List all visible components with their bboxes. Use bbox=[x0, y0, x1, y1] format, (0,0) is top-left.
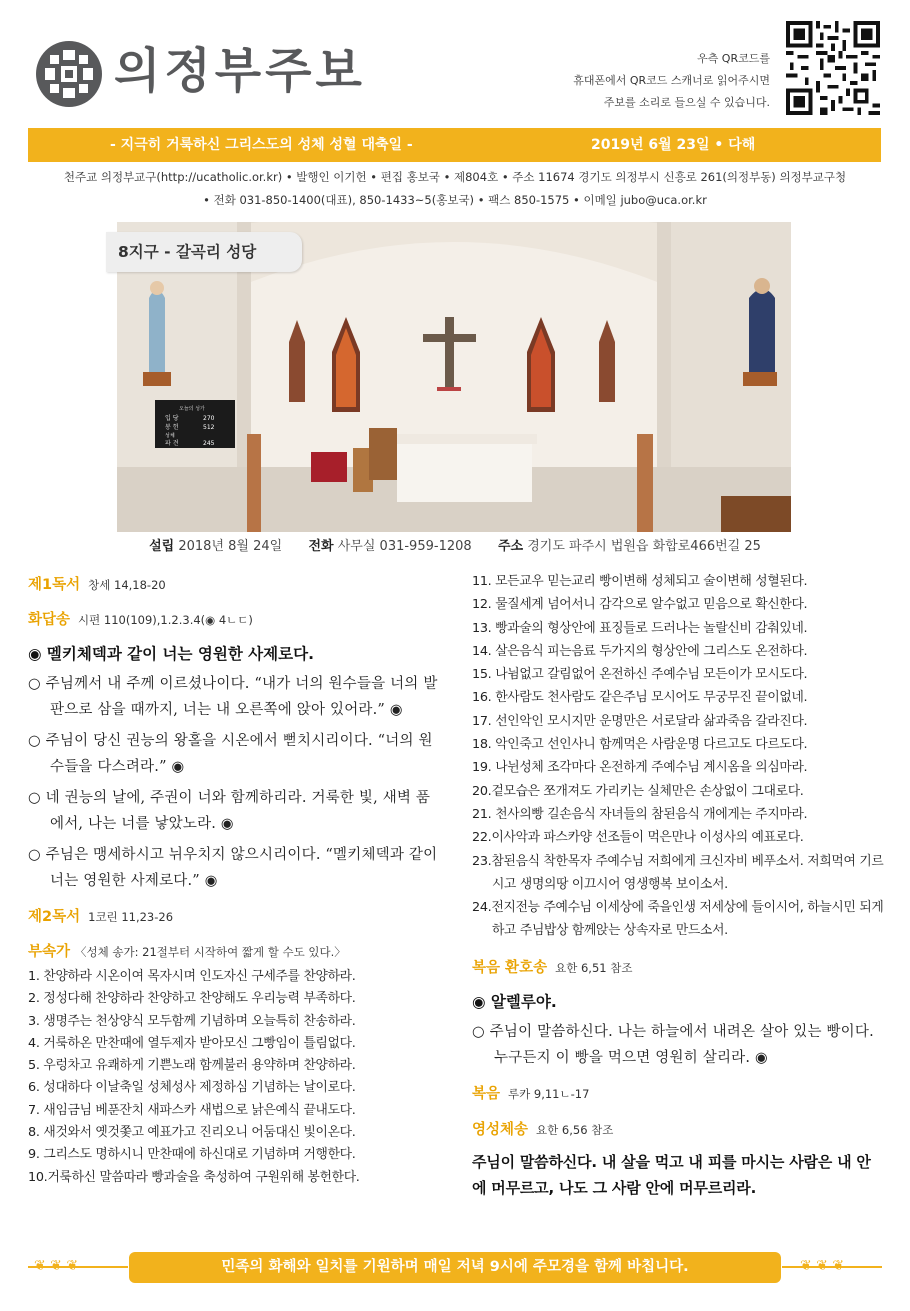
feast-date: 2019년 6월 23일 • 다해 bbox=[591, 137, 756, 153]
diocese-logo-icon bbox=[36, 41, 102, 107]
list-item: 23.참된음식 착한목자 주예수님 저희에게 크신자비 베푸소서. 저희먹여 기르시고 생명의땅 이끄시어 영생행복 보이소서. bbox=[472, 853, 884, 892]
communion-heading bbox=[472, 1115, 884, 1145]
footer-banner: 민족의 화해와 일치를 기원하며 매일 저녁 9시에 주모경을 함께 바칩니다. bbox=[129, 1252, 781, 1283]
qr-note-line: 우측 QR코드를 bbox=[697, 52, 770, 65]
hymn-board-row: 봉 헌 bbox=[165, 424, 179, 431]
communion-antiphon: 주님이 말씀하신다. 내 살을 먹고 내 피를 마시는 사람은 내 안에 머무르고, 나도 그 사람 안에 머무르리라. bbox=[472, 1152, 871, 1197]
hymn-board-row: 파 견 bbox=[165, 440, 179, 447]
contact-info: • 전화 031-850-1400(대표), 850-1433~5(홍보국) • 팩스 850-1575 • 이메일 jubo@uca.or.kr bbox=[203, 193, 707, 207]
hymn-board-row: 성체 bbox=[165, 433, 175, 439]
gospel-acclamation-title: 복음 환호송 bbox=[472, 959, 548, 976]
list-item: 19. 나뉜성체 조각마다 온전하게 주예수님 계시옴을 의심마라. bbox=[472, 760, 808, 776]
psalm-verse: ○ 주님께서 내 주께 이르셨나이다. “내가 너의 원수들을 너의 발판으로 삼을 때까지, 너는 내 오른쪽에 앉아 있어라.” ◉ bbox=[28, 676, 438, 718]
list-item: 20.겉모습은 쪼개져도 가리키는 실체만은 손상없이 그대로다. bbox=[472, 783, 804, 799]
list-item: 1. 찬양하라 시온이여 목자시며 인도자신 구세주를 찬양하라. bbox=[28, 969, 356, 984]
list-item: 9. 그리스도 명하시니 만찬때에 하신대로 기념하며 거행한다. bbox=[28, 1147, 356, 1163]
psalm-verse: ○ 네 권능의 날에, 주권이 너와 함께하리라. 거룩한 빛, 새벽 품에서, 나는 너를 낳았노라. ◉ bbox=[28, 790, 431, 832]
hymn-board-title: 오늘의 성가 bbox=[179, 406, 205, 412]
phone-label: 전화 bbox=[308, 539, 334, 554]
gospel-ref: 루카 9,11ㄴ-17 bbox=[508, 1086, 590, 1101]
communion-title: 영성체송 bbox=[472, 1121, 529, 1138]
list-item: 17. 선인악인 모시지만 운명만은 서로달라 삶과죽음 갈라진다. bbox=[472, 713, 808, 729]
phone-number: 사무실 031-959-1208 bbox=[337, 539, 472, 554]
reading2-ref: 1코린 11,23-26 bbox=[88, 910, 174, 924]
leaf-ornament-icon: ❦ ❦ ❦ bbox=[34, 1258, 79, 1274]
gospel-title: 복음 bbox=[472, 1085, 501, 1102]
hymn-board-number: 270 bbox=[203, 415, 215, 422]
hymn-board-number: 245 bbox=[203, 440, 215, 447]
gospel-acclamation-ref: 요한 6,51 참조 bbox=[555, 960, 633, 975]
list-item: 14. 살은음식 피는음료 두가지의 형상안에 그리스도 온전하다. bbox=[472, 643, 808, 659]
feast-title: - 지극히 거룩하신 그리스도의 성체 성혈 대축일 - bbox=[110, 137, 413, 153]
publisher-info: 천주교 의정부교구(http://ucatholic.or.kr) • 발행인 이기헌 • 편집 홍보국 • 제804호 • 주소 11674 경기도 의정부시 신흥로 261(의정부동) 의정부교구청 bbox=[63, 170, 847, 184]
list-item: 10.거룩하신 말씀따라 빵과술을 축성하여 구원위해 봉헌한다. bbox=[28, 1169, 360, 1185]
list-item: 7. 새임금님 베푼잔치 새파스카 새법으로 낡은예식 끝내도다. bbox=[28, 1102, 356, 1118]
left-column bbox=[28, 570, 440, 1189]
list-item: 6. 성대하다 이날축일 성체성사 제정하심 기념하는 날이로다. bbox=[28, 1080, 356, 1096]
list-item: 16. 한사람도 천사람도 같은주님 모시어도 무궁무진 끝이없네. bbox=[472, 690, 808, 706]
acclamation-verse: ○ 주님이 말씀하신다. 나는 하늘에서 내려온 살아 있는 빵이다. 누구든지 이 빵을 먹으면 영원히 살리라. ◉ bbox=[472, 1023, 874, 1066]
hymn-board-number: 512 bbox=[203, 424, 215, 431]
list-item: 2. 정성다해 찬양하라 찬양하고 찬양해도 우리능력 부족하다. bbox=[28, 991, 356, 1007]
address-label: 주소 bbox=[497, 539, 524, 554]
psalm-response: ◉ 멜키체덱과 같이 너는 영원한 사제로다. bbox=[28, 645, 314, 663]
founded-label: 설립 bbox=[149, 539, 175, 554]
psalm-heading bbox=[28, 605, 440, 635]
psalm-verse: ○ 주님이 당신 권능의 왕홀을 시온에서 뻗치시리이다. “너의 원수들을 다스려라.” ◉ bbox=[28, 733, 433, 775]
qr-note-line: 주보를 소리로 들으실 수 있습니다. bbox=[603, 96, 770, 109]
sequence-title: 부속가 bbox=[28, 944, 71, 960]
psalm-ref: 시편 110(109),1.2.3.4(◉ 4ㄴㄷ) bbox=[78, 613, 253, 627]
list-item: 5. 우렁차고 유쾌하게 기쁜노래 함께불러 용약하며 찬양하라. bbox=[28, 1058, 356, 1074]
list-item: 15. 나뉨없고 갈림없어 온전하신 주예수님 모든이가 모시도다. bbox=[472, 667, 808, 683]
reading1-title: 제1독서 bbox=[28, 577, 81, 593]
reading2-title: 제2독서 bbox=[28, 909, 81, 925]
reading2-heading bbox=[28, 902, 440, 932]
list-item: 22.이사악과 파스카양 선조들이 먹은만나 이성사의 예표로다. bbox=[472, 830, 804, 846]
hymn-board-row: 입 당 bbox=[165, 415, 179, 422]
gospel-heading bbox=[472, 1079, 884, 1109]
right-column bbox=[472, 570, 884, 1201]
alleluia-response: ◉ 알렐루야. bbox=[472, 992, 557, 1011]
parish-label: 8지구 - 갈곡리 성당 bbox=[106, 232, 302, 272]
gospel-acclamation-heading bbox=[472, 953, 884, 983]
psalm-verse: ○ 주님은 맹세하시고 뉘우치지 않으시리이다. “멜키체덱과 같이 너는 영원한 사제로다.” ◉ bbox=[28, 847, 438, 889]
qr-note-line: 휴대폰에서 QR코드 스캐너로 읽어주시면 bbox=[573, 74, 770, 87]
founded-date: 2018년 8월 24일 bbox=[178, 539, 283, 554]
parish-address: 경기도 파주시 법원읍 화합로466번길 25 bbox=[527, 539, 761, 554]
communion-ref: 요한 6,56 참조 bbox=[536, 1122, 614, 1137]
feast-banner bbox=[28, 128, 881, 162]
sequence-list bbox=[28, 966, 440, 1189]
reading1-ref: 창세 14,18-20 bbox=[88, 578, 166, 592]
qr-code-icon[interactable] bbox=[786, 21, 880, 115]
psalm-title: 화답송 bbox=[28, 612, 71, 628]
list-item: 12. 물질세계 넘어서니 감각으로 알수없고 믿음으로 확신한다. bbox=[472, 597, 808, 613]
parish-caption bbox=[0, 537, 910, 557]
list-item: 24.전지전능 주예수님 이세상에 죽을인생 저세상에 들이시어, 하늘시민 되게하고 주님밥상 함께앉는 상속자로 만드소서. bbox=[472, 900, 884, 939]
sequence-list-continued bbox=[472, 570, 884, 943]
reading1-heading bbox=[28, 570, 440, 600]
list-item: 13. 빵과술의 형상안에 표징들로 드러나는 놀랄신비 감춰있네. bbox=[472, 620, 808, 636]
list-item: 18. 악인죽고 선인사니 함께먹은 사람운명 다르고도 다르도다. bbox=[472, 737, 808, 753]
qr-instructions bbox=[470, 48, 770, 114]
list-item: 3. 생명주는 천상양식 모두함께 기념하며 오늘특히 찬송하라. bbox=[28, 1013, 356, 1029]
masthead-title: 의정부주보 bbox=[114, 43, 366, 99]
list-item: 11. 모든교우 믿는교리 빵이변해 성체되고 술이변해 성혈된다. bbox=[472, 574, 808, 589]
sequence-note: 〈성체 송가: 21절부터 시작하여 짧게 할 수도 있다.〉 bbox=[75, 945, 346, 959]
list-item: 4. 거룩하온 만찬때에 열두제자 받아모신 그빵임이 틀림없다. bbox=[28, 1035, 356, 1051]
leaf-ornament-icon: ❦ ❦ ❦ bbox=[800, 1258, 845, 1274]
list-item: 21. 천사의빵 길손음식 자녀들의 참된음식 개에게는 주지마라. bbox=[472, 806, 808, 822]
list-item: 8. 새것와서 옛것쫓고 예표가고 진리오니 어둠대신 빛이온다. bbox=[28, 1125, 356, 1141]
sequence-heading bbox=[28, 938, 440, 966]
